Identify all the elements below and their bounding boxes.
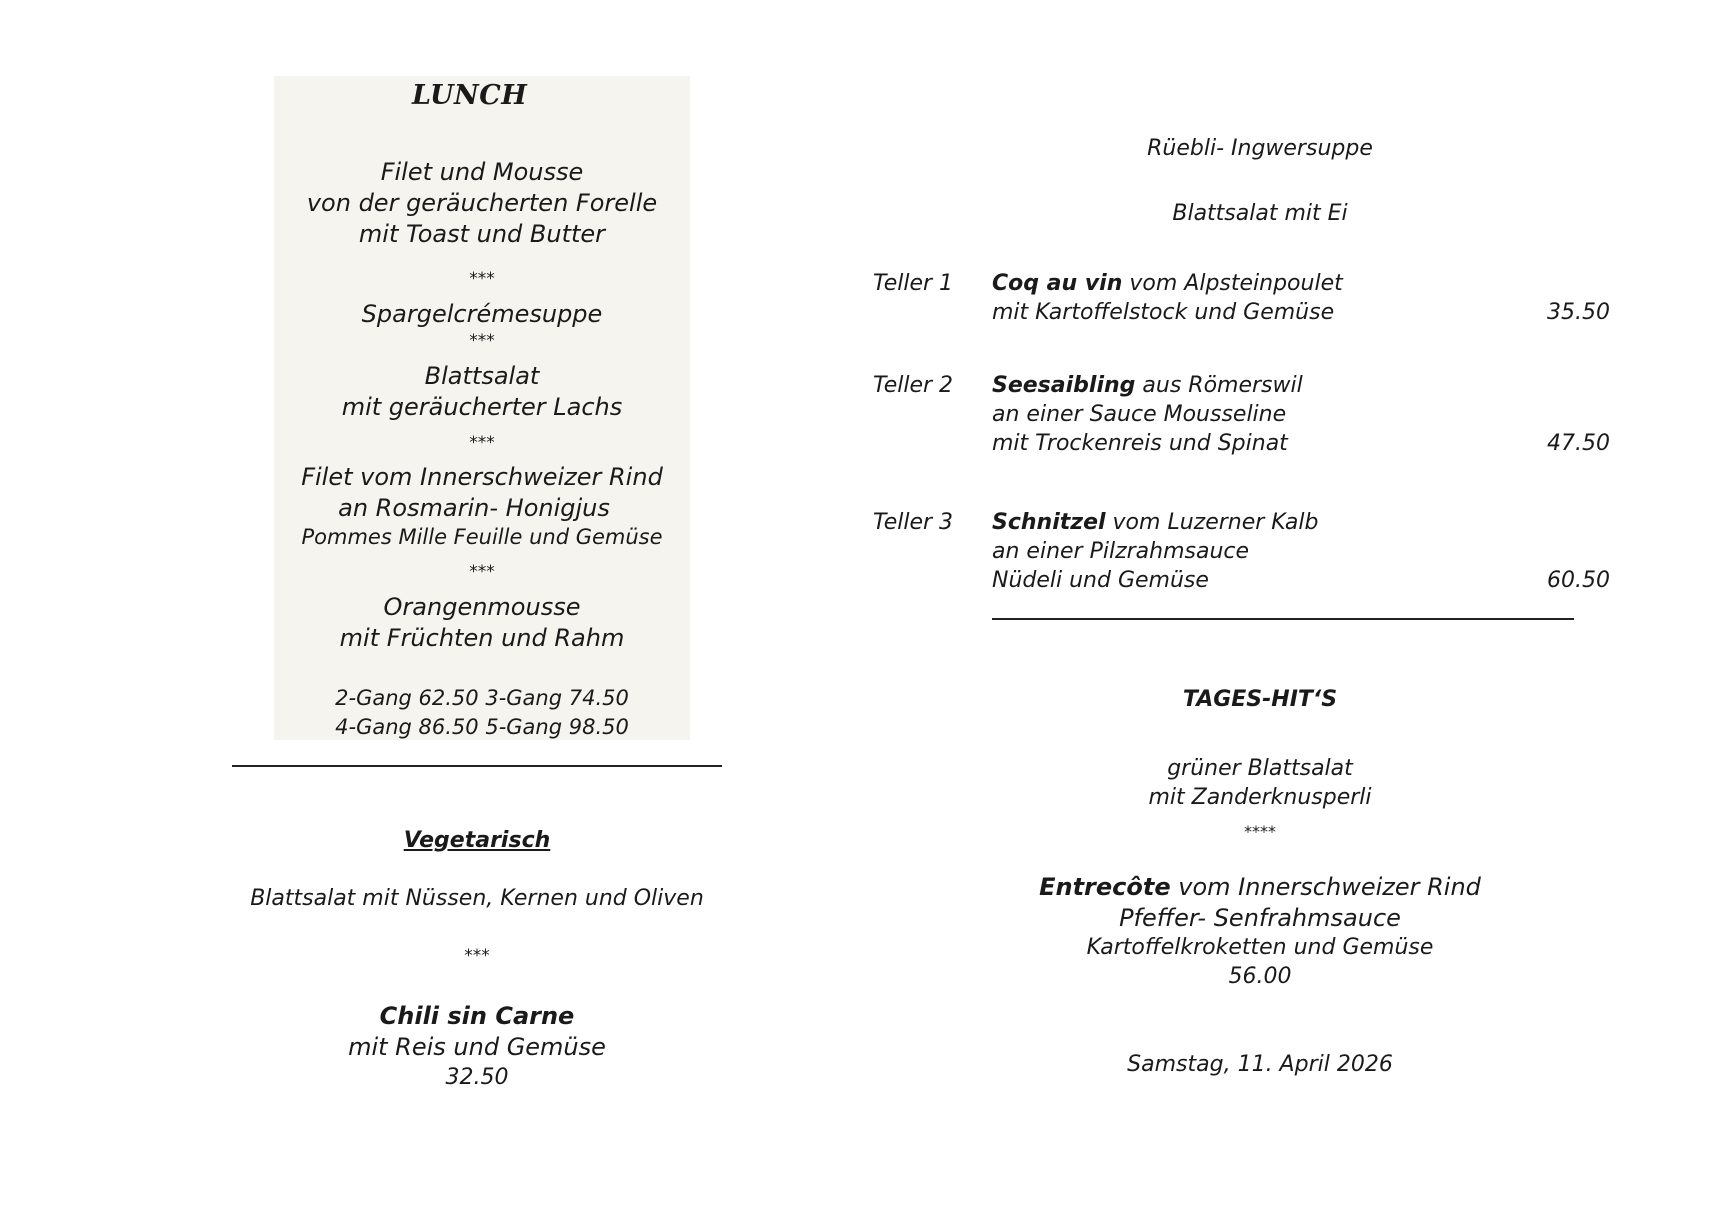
plate-line-3: Nüdeli und Gemüse	[992, 568, 1209, 593]
lunch-dessert-line-2: mit Früchten und Rahm	[339, 624, 625, 652]
plate-line-3: mit Trockenreis und Spinat	[992, 431, 1288, 456]
lunch-starter-line-3: mit Toast und Butter	[358, 220, 606, 248]
plate-line-2: an einer Pilzrahmsauce	[992, 539, 1250, 564]
menu-date: Samstag, 11. April 2026	[1127, 1052, 1393, 1077]
lunch-separator: ***	[469, 562, 495, 582]
plate-line-1	[992, 510, 1319, 535]
lunch-main-line-3: Pommes Mille Feuille und Gemüse	[301, 525, 663, 549]
vegetarian-dish: Chili sin Carne	[379, 1002, 575, 1030]
daily-salad: Blattsalat mit Ei	[1172, 201, 1348, 226]
vegetarian-heading: Vegetarisch	[403, 828, 551, 853]
plate-line-1-rest: vom Luzerner Kalb	[1105, 510, 1319, 535]
tages-hits-starter-line-2: mit Zanderknusperli	[1148, 785, 1372, 810]
vegetarian-starter: Blattsalat mit Nüssen, Kernen und Oliven	[250, 886, 704, 911]
tages-hits-starter-line-1: grüner Blattsalat	[1167, 756, 1353, 781]
tages-hits-main-name: Entrecôte	[1039, 873, 1171, 901]
daily-soup: Rüebli- Ingwersuppe	[1147, 136, 1373, 161]
plate-line-2: mit Kartoffelstock und Gemüse	[992, 300, 1335, 325]
plate-line-1-rest: aus Römerswil	[1135, 373, 1303, 398]
divider-line	[232, 765, 722, 767]
tages-hits-main-rest: vom Innerschweizer Rind	[1170, 873, 1481, 901]
plate-line-1-rest: vom Alpsteinpoulet	[1122, 271, 1343, 296]
tages-hits-main-line-1	[1000, 873, 1520, 901]
plate-name: Coq au vin	[992, 271, 1123, 296]
tages-hits-separator: ****	[1244, 822, 1276, 841]
lunch-soup: Spargelcrémesuppe	[361, 300, 603, 328]
divider-line	[992, 618, 1574, 620]
lunch-prices-line-1: 2-Gang 62.50 3-Gang 74.50	[335, 686, 629, 710]
lunch-dessert-line-1: Orangenmousse	[383, 593, 581, 621]
vegetarian-price: 32.50	[445, 1065, 509, 1090]
lunch-separator: ***	[469, 269, 495, 289]
tages-hits-main-line-3: Kartoffelkroketten und Gemüse	[1086, 935, 1434, 960]
plate-name: Schnitzel	[992, 510, 1106, 535]
lunch-separator: ***	[469, 331, 495, 351]
lunch-separator: ***	[469, 433, 495, 453]
plate-line-1	[992, 271, 1343, 296]
lunch-salad-line-2: mit geräucherter Lachs	[341, 393, 623, 421]
plate-label: Teller 1	[873, 271, 954, 296]
plate-name: Seesaibling	[992, 373, 1136, 398]
plate-label: Teller 2	[873, 373, 954, 398]
plate-price: 60.50	[1547, 568, 1610, 593]
lunch-main-line-2: an Rosmarin- Honigjus	[338, 494, 610, 522]
vegetarian-separator: ***	[464, 946, 490, 966]
plate-price: 47.50	[1547, 431, 1610, 456]
plate-line-1	[992, 373, 1303, 398]
tages-hits-main-line-2: Pfeffer- Senfrahmsauce	[1119, 904, 1401, 932]
plate-line-2: an einer Sauce Mousseline	[992, 402, 1287, 427]
lunch-prices-line-2: 4-Gang 86.50 5-Gang 98.50	[335, 715, 629, 739]
vegetarian-dish-side: mit Reis und Gemüse	[348, 1033, 606, 1061]
plate-price: 35.50	[1547, 300, 1610, 325]
plate-label: Teller 3	[873, 510, 954, 535]
lunch-salad-line-1: Blattsalat	[424, 362, 540, 390]
lunch-main-line-1: Filet vom Innerschweizer Rind	[301, 463, 663, 491]
tages-hits-heading: TAGES-HIT‘S	[1182, 687, 1338, 712]
lunch-starter-line-2: von der geräucherten Forelle	[306, 189, 658, 217]
lunch-title: LUNCH	[412, 80, 528, 111]
tages-hits-price: 56.00	[1228, 964, 1292, 989]
lunch-starter-line-1: Filet und Mousse	[380, 158, 584, 186]
